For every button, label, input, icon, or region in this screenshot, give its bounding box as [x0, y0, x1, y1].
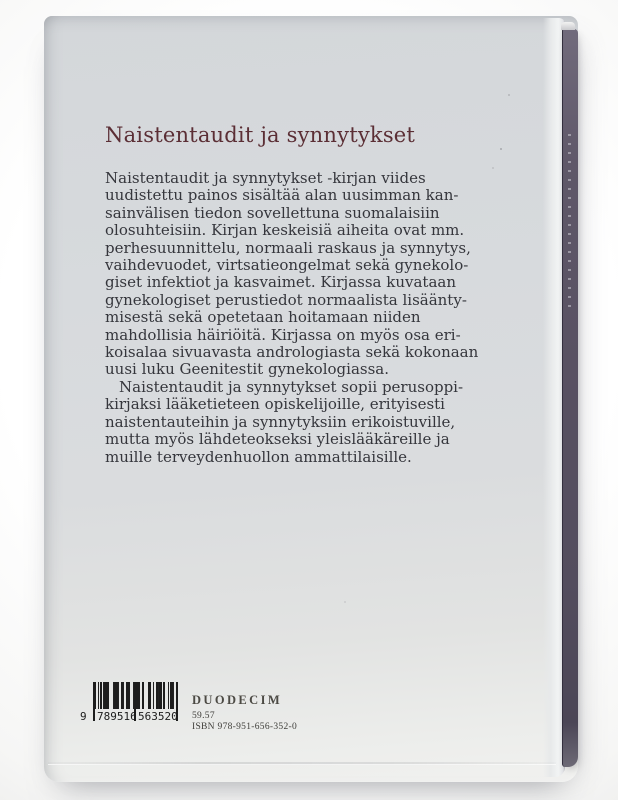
body-text-line: Naistentaudit ja synnytykset sopii perusoppi-: [119, 377, 464, 396]
body-text-line: giset infektiot ja kasvaimet. Kirjassa kuvataan: [105, 273, 456, 292]
body-text-line: uudistettu painos sisältää alan uusimman kan-: [105, 186, 459, 205]
classification-number: 59.57: [192, 711, 215, 721]
speckle: [508, 94, 510, 96]
speckle: [500, 148, 502, 150]
body-text-line: Naistentaudit ja synnytykset -kirjan viides: [105, 169, 426, 187]
barcode-digit-lead: 9: [80, 710, 87, 723]
barcode: [76, 682, 190, 728]
publisher-name: DUODECIM: [192, 693, 283, 707]
cover-title: Naistentaudit ja synnytykset: [105, 123, 416, 147]
body-text-line: uusi luku Geenitestit gynekologiassa.: [105, 360, 389, 379]
cover-crease-line: [48, 762, 556, 765]
book-back-cover: [44, 16, 578, 782]
body-text-line: naistentauteihin ja synnytyksiin erikoistuville,: [105, 412, 456, 431]
body-text-line: vaihdevuodet, virtsatieongelmat sekä gynekolo-: [105, 256, 469, 275]
body-text-line: misestä sekä opetetaan hoitamaan niiden: [105, 308, 421, 327]
body-text-line: sainvälisen tiedon sovellettuna suomalaisiin: [105, 203, 440, 222]
blurb-paragraph-1: [105, 170, 509, 379]
body-text-line: olosuhteisiin. Kirjan keskeisiä aiheita ovat mm.: [105, 221, 465, 240]
book-spine: [562, 29, 578, 767]
body-text-line: muille terveydenhuollon ammattilaisille.: [105, 447, 412, 466]
body-text-line: koisalaa sivuavasta andrologiasta sekä kokonaan: [105, 343, 479, 362]
body-text-line: mutta myös lähdeteokseksi yleislääkäreille ja: [105, 430, 450, 449]
barcode-digits-group2: 563520: [138, 710, 178, 723]
body-text-line: mahdollisia häiriöitä. Kirjassa on myös osa eri-: [105, 325, 461, 344]
body-text-line: kirjaksi lääketieteen opiskelijoille, erityisesti: [105, 395, 445, 414]
speckle: [492, 167, 494, 169]
body-text-line: gynekologiset perustiedot normaalista lisäänty-: [105, 290, 467, 309]
cover-blurb: [105, 170, 509, 466]
blurb-paragraph-2: [105, 379, 509, 466]
isbn-text: ISBN 978-951-656-352-0: [192, 722, 298, 732]
speckle: [344, 601, 346, 603]
imprint-block: [192, 693, 297, 732]
spine-text-ticks: [568, 134, 571, 314]
barcode-digits-group1: 789516: [97, 710, 137, 723]
body-text-line: perhesuunnittelu, normaali raskaus ja synnytys,: [105, 238, 471, 257]
barcode-digits: [76, 710, 190, 723]
